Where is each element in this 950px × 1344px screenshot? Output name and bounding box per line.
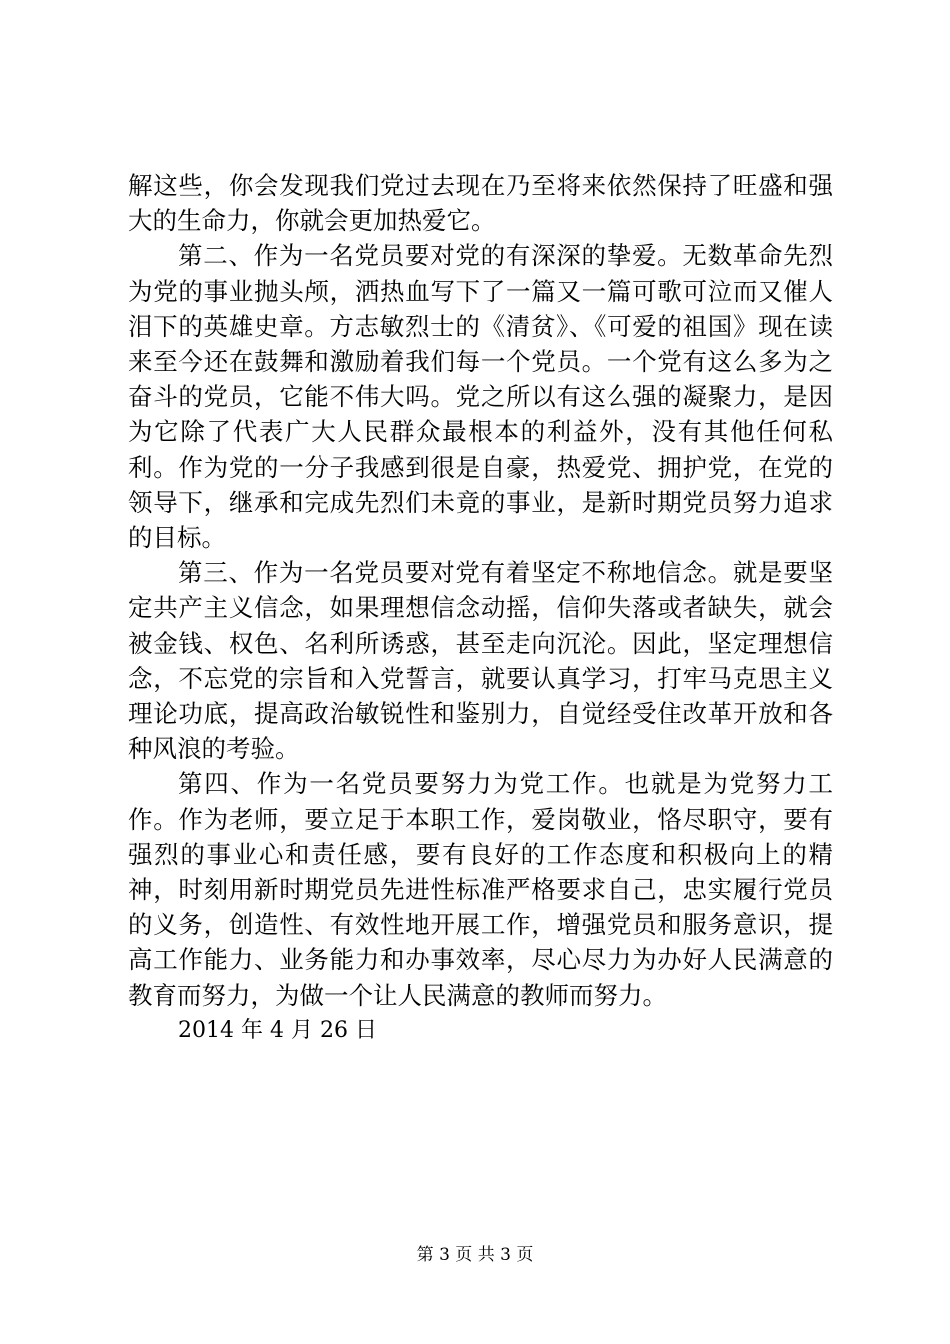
page-footer: 第 3 页 共 3 页 bbox=[416, 1245, 534, 1265]
paragraph-continuation: 解这些，你会发现我们党过去现在乃至将来依然保持了旺盛和强大的生命力，你就会更加热爱它。 bbox=[128, 171, 833, 236]
paragraph-fourth-point: 第四、作为一名党员要努力为党工作。也就是为党努力工作。作为老师，要立足于本职工作，爱岗敬业，恪尽职守，要有强烈的事业心和责任感，要有良好的工作态度和积极向上的精神，时刻用新时期党员先进性标准严格要求自己，忠实履行党员的义务，创造性、有效性地开展工作，增强党员和服务意识，提高工作能力、业务能力和办事效率，尽心尽力为办好人民满意的教育而努力，为做一个让人民满意的教师而努力。 bbox=[128, 769, 833, 1010]
document-body bbox=[128, 168, 833, 1048]
paragraph-second-point: 第二、作为一名党员要对党的有深深的挚爱。无数革命先烈为党的事业抛头颅，洒热血写下了一篇又一篇可歌可泣而又催人泪下的英雄史章。方志敏烈士的《清贫》、《可爱的祖国》现在读来至今还在鼓舞和激励着我们每一个党员。一个党有这么多为之奋斗的党员，它能不伟大吗。党之所以有这么强的凝聚力，是因为它除了代表广大人民群众最根本的利益外，没有其他任何私利。作为党的一分子我感到很是自豪，热爱党、拥护党，在党的领导下，继承和完成先烈们未竟的事业，是新时期党员努力追求的目标。 bbox=[128, 241, 833, 553]
document-date: 2014 年 4 月 26 日 bbox=[178, 1017, 377, 1043]
paragraph-third-point: 第三、作为一名党员要对党有着坚定不称地信念。就是要坚定共产主义信念，如果理想信念动摇，信仰失落或者缺失，就会被金钱、权色、名利所诱惑，甚至走向沉沦。因此，坚定理想信念，不忘党的宗旨和入党誓言，就要认真学习，打牢马克思主义理论功底，提高政治敏锐性和鉴别力，自觉经受住改革开放和各种风浪的考验。 bbox=[128, 558, 833, 764]
